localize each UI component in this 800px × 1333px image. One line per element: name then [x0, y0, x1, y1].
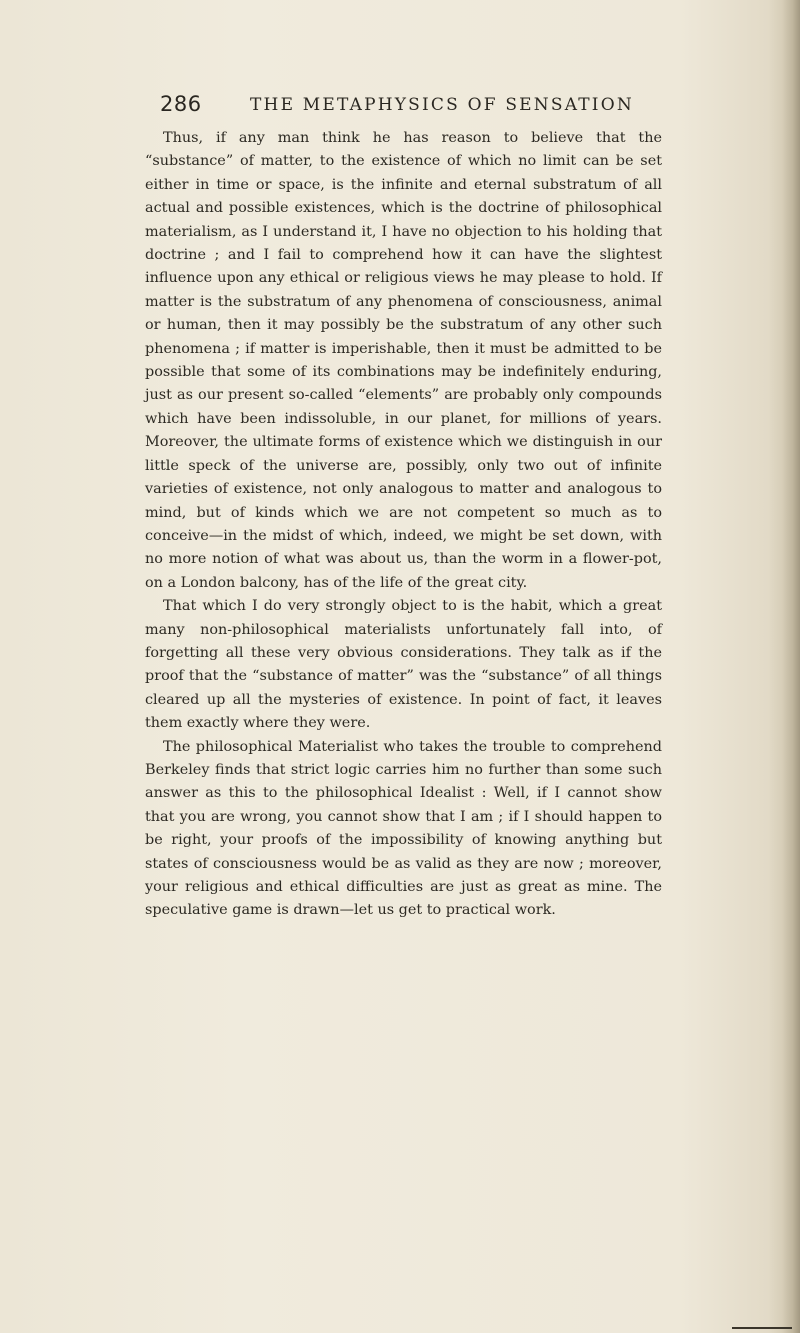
- page-edge-mark: [732, 1327, 792, 1329]
- paragraph: That which I do very strongly object to is the habit, which a great many non-philosophical materialists unfortunately fall into, of forgetting all these very obvious considerations. They talk as if the proof that the “substance of matter” was the “substance” of all things cleared up all the mysteries of existence. In point of fact, it leaves them exactly where they were.: [145, 598, 662, 732]
- running-title: THE METAPHYSICS OF SENSATION: [250, 95, 634, 115]
- paragraph: Thus, if any man think he has reason to believe that the “substance” of matter, to the existence of which no limit can be set either in time or space, is the infinite and eternal substratum of all actual and possible existences, which is the doctrine of philosophical materialism, as I understand it, I have no objection to his holding that doctrine ; and I fail to comprehend how it can have the slightest influence upon any ethical or religious views he may please to hold. If matter is the substratum of any phenomena of consciousness, animal or human, then it may possibly be the substratum of any other such phenomena ; if matter is imperishable, then it must be admitted to be possible that some of its combinations may be indefinitely enduring, just as our present so-called “elements” are probably only compounds which have been indissoluble, in our planet, for millions of years. Moreover, the ultimate forms of existence which we distinguish in our little speck of the universe are, possibly, only two out of infinite varieties of existence, not only analogous to matter and analogous to mind, but of kinds which we are not competent so much as to conceive—in the midst of which, indeed, we might be set down, with no more notion of what was about us, than the worm in a flower-pot, on a London balcony, has of the life of the great city.: [145, 130, 662, 591]
- page-header: [0, 92, 800, 122]
- page-number: 286: [160, 92, 202, 116]
- body-text: [145, 127, 662, 923]
- paragraph: The philosophical Materialist who takes the trouble to comprehend Berkeley finds that strict logic carries him no further than some such answer as this to the philosophical Idealist : Well, if I cannot show that you are wrong, you cannot show that I am ; if I should happen to be right, your proofs of the impossibility of knowing anything but states of consciousness would be as valid as they are now ; moreover, your religious and ethical difficulties are just as great as mine. The speculative game is drawn—let us get to practical work.: [145, 738, 662, 919]
- page-edge-shadow: [782, 0, 800, 1333]
